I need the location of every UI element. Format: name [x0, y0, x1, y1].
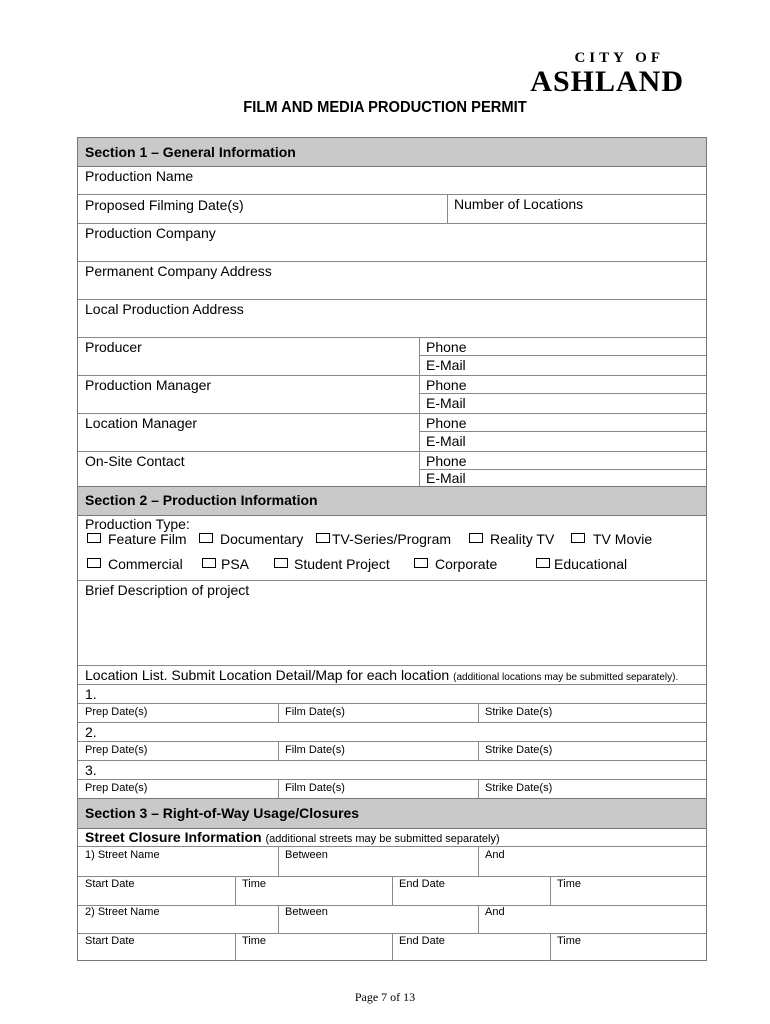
production-name-field[interactable]: Production Name	[85, 168, 194, 184]
on-site-contact-email-field[interactable]: E-Mail	[426, 470, 466, 486]
checkbox-feature-film[interactable]	[87, 533, 101, 543]
type-educational-label: Educational	[554, 556, 628, 572]
location-3-strike-date[interactable]: Strike Date(s)	[485, 782, 553, 794]
production-type-label: Production Type:	[85, 516, 190, 532]
street-2-end-date[interactable]: End Date	[399, 935, 445, 947]
street-closure-note: (additional streets may be submitted separately)	[265, 833, 500, 845]
location-manager-field[interactable]: Location Manager	[85, 415, 198, 431]
street-closure-title: Street Closure Information	[85, 829, 262, 845]
production-manager-email-field[interactable]: E-Mail	[426, 395, 466, 411]
location-list-label	[85, 667, 678, 683]
local-address-field[interactable]: Local Production Address	[85, 301, 244, 317]
type-corporate-label: Corporate	[435, 556, 498, 572]
number-of-locations-field[interactable]: Number of Locations	[454, 196, 584, 212]
location-3-prep-date[interactable]: Prep Date(s)	[85, 782, 148, 794]
page-number: Page 7 of 13	[354, 990, 416, 1004]
producer-email-field[interactable]: E-Mail	[426, 357, 466, 373]
location-manager-email-field[interactable]: E-Mail	[426, 433, 466, 449]
location-1-number: 1.	[85, 686, 97, 702]
location-3-film-date[interactable]: Film Date(s)	[285, 782, 345, 794]
on-site-contact-phone-field[interactable]: Phone	[426, 453, 467, 469]
project-description-field[interactable]: Brief Description of project	[85, 582, 250, 598]
street-1-and[interactable]: And	[485, 849, 505, 861]
street-2-end-time[interactable]: Time	[557, 935, 582, 947]
page-title: FILM AND MEDIA PRODUCTION PERMIT	[243, 99, 527, 116]
type-feature-film-label: Feature Film	[108, 531, 187, 547]
logo-line-1: CITY OF	[574, 50, 664, 66]
permit-form	[77, 137, 707, 961]
on-site-contact-field[interactable]: On-Site Contact	[85, 453, 185, 469]
checkbox-tv-movie[interactable]	[571, 533, 585, 543]
type-commercial-label: Commercial	[108, 556, 183, 572]
producer-field[interactable]: Producer	[85, 339, 142, 355]
street-1-start-time[interactable]: Time	[242, 878, 267, 890]
location-2-strike-date[interactable]: Strike Date(s)	[485, 744, 553, 756]
location-3-number: 3.	[85, 762, 97, 778]
type-psa-label: PSA	[221, 556, 250, 572]
type-tv-movie-label: TV Movie	[593, 531, 653, 547]
street-1-between[interactable]: Between	[285, 849, 328, 861]
location-manager-phone-field[interactable]: Phone	[426, 415, 467, 431]
section-1-header: Section 1 – General Information	[85, 144, 296, 160]
street-2-start-time[interactable]: Time	[242, 935, 267, 947]
production-company-field[interactable]: Production Company	[85, 225, 216, 241]
logo-line-2: ASHLAND	[530, 65, 684, 98]
type-reality-tv-label: Reality TV	[490, 531, 555, 547]
street-1-end-date[interactable]: End Date	[399, 878, 445, 890]
location-list-text: Location List. Submit Location Detail/Map for each location	[85, 667, 450, 683]
checkbox-corporate[interactable]	[414, 558, 428, 568]
street-closure-heading	[85, 829, 500, 845]
checkbox-documentary[interactable]	[199, 533, 213, 543]
city-logo	[530, 50, 684, 97]
permanent-address-field[interactable]: Permanent Company Address	[85, 263, 272, 279]
street-1-end-time[interactable]: Time	[557, 878, 582, 890]
street-1-start-date[interactable]: Start Date	[85, 878, 135, 890]
location-2-prep-date[interactable]: Prep Date(s)	[85, 744, 148, 756]
street-2-name[interactable]: 2) Street Name	[85, 906, 160, 918]
checkbox-commercial[interactable]	[87, 558, 101, 568]
location-list-note: (additional locations may be submitted separately).	[453, 672, 679, 683]
street-2-start-date[interactable]: Start Date	[85, 935, 135, 947]
location-2-film-date[interactable]: Film Date(s)	[285, 744, 345, 756]
location-1-prep-date[interactable]: Prep Date(s)	[85, 706, 148, 718]
type-tv-series-label: TV-Series/Program	[332, 531, 452, 547]
checkbox-psa[interactable]	[202, 558, 216, 568]
street-1-name[interactable]: 1) Street Name	[85, 849, 160, 861]
checkbox-tv-series[interactable]	[316, 533, 330, 543]
street-2-and[interactable]: And	[485, 906, 505, 918]
filming-dates-field[interactable]: Proposed Filming Date(s)	[85, 197, 244, 213]
location-1-film-date[interactable]: Film Date(s)	[285, 706, 345, 718]
checkbox-student-project[interactable]	[274, 558, 288, 568]
checkbox-reality-tv[interactable]	[469, 533, 483, 543]
section-2-header: Section 2 – Production Information	[85, 492, 318, 508]
type-documentary-label: Documentary	[220, 531, 304, 547]
production-manager-field[interactable]: Production Manager	[85, 377, 212, 393]
production-manager-phone-field[interactable]: Phone	[426, 377, 467, 393]
location-2-number: 2.	[85, 724, 97, 740]
producer-phone-field[interactable]: Phone	[426, 339, 467, 355]
street-2-between[interactable]: Between	[285, 906, 328, 918]
location-1-strike-date[interactable]: Strike Date(s)	[485, 706, 553, 718]
section-3-header: Section 3 – Right-of-Way Usage/Closures	[85, 805, 360, 821]
type-student-project-label: Student Project	[294, 556, 390, 572]
checkbox-educational[interactable]	[536, 558, 550, 568]
